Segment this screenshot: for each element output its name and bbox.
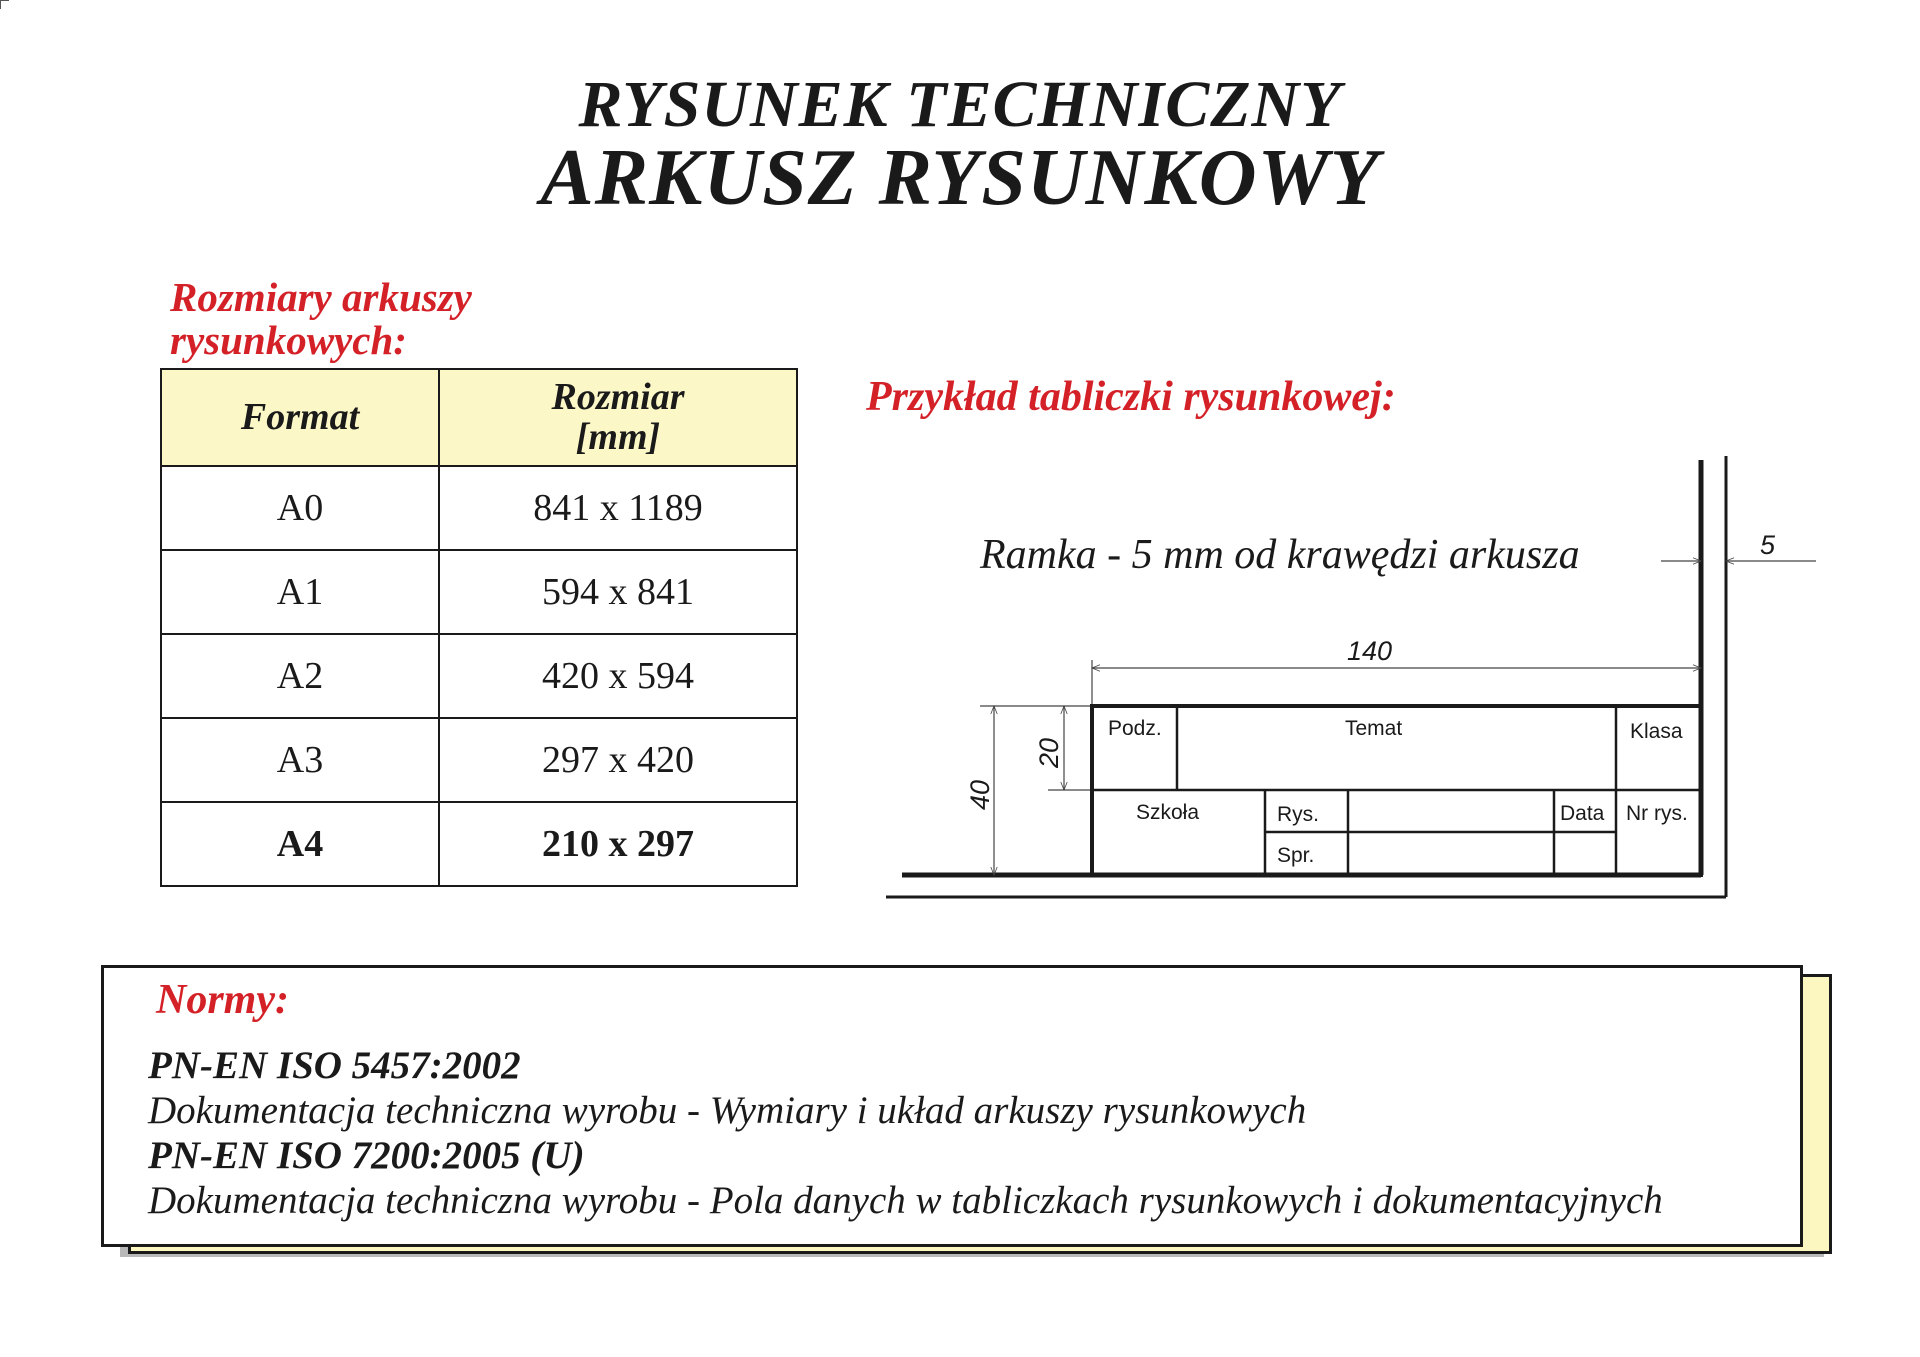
cell-data: Data: [1560, 802, 1605, 825]
title-line-1: RYSUNEK TECHNICZNY: [578, 68, 1342, 141]
drawing-frame: [902, 460, 1701, 875]
sizes-heading-line-1: Rozmiary arkuszy: [170, 274, 472, 320]
cell-podz: Podz.: [1108, 717, 1162, 740]
norm-description: Dokumentacja techniczna wyrobu - Wymiary i układ arkuszy rysunkowych: [148, 1089, 1307, 1132]
table-row: [161, 466, 797, 550]
cell-rys: Rys.: [1277, 803, 1319, 826]
dim-label-5: 5: [1760, 530, 1776, 560]
norm-code: PN-EN ISO 5457:2002: [148, 1044, 521, 1087]
dimension-height-row: [1034, 706, 1092, 790]
cell-temat: Temat: [1345, 717, 1403, 740]
table-row: [161, 550, 797, 634]
table-row-highlighted: [161, 802, 797, 886]
dimension-width: [1092, 636, 1701, 706]
sheet-edge: [886, 456, 1726, 897]
title-line-2: ARKUSZ RYSUNKOWY: [540, 134, 1380, 222]
norm-code: PN-EN ISO 7200:2005 (U): [148, 1134, 585, 1177]
cell-klasa: Klasa: [1630, 720, 1683, 743]
header-size-line-2: [mm]: [575, 415, 661, 458]
table-row: [161, 634, 797, 718]
dimension-frame-offset: [1661, 530, 1816, 561]
header-size: [439, 369, 797, 466]
cell-nr-rys: Nr rys.: [1626, 802, 1688, 825]
size-cell: 420 x 594: [439, 634, 797, 718]
title-block-grid: [1092, 706, 1701, 875]
corner-crop-mark: [0, 0, 9, 9]
sheet-sizes-table: [160, 368, 798, 887]
norm-description: Dokumentacja techniczna wyrobu - Pola danych w tabliczkach rysunkowych i dokumentacyjnych: [148, 1179, 1663, 1222]
example-heading: Przykład tabliczki rysunkowej:: [866, 374, 1396, 420]
format-cell: A1: [161, 550, 439, 634]
size-cell: 210 x 297: [439, 802, 797, 886]
dim-label-140: 140: [1347, 636, 1393, 666]
format-cell: A2: [161, 634, 439, 718]
table-row: [161, 718, 797, 802]
dimension-height-total: [965, 706, 1092, 875]
norms-heading: Normy:: [156, 977, 289, 1023]
header-format: Format: [161, 369, 439, 466]
sizes-heading-line-2: rysunkowych:: [170, 317, 407, 364]
format-cell: A3: [161, 718, 439, 802]
cell-spr: Spr.: [1277, 844, 1315, 867]
format-cell: A0: [161, 466, 439, 550]
table-header-row: [161, 369, 797, 466]
dim-label-40: 40: [965, 779, 995, 810]
frame-note: Ramka - 5 mm od krawędzi arkusza: [980, 532, 1580, 578]
dim-label-20: 20: [1034, 737, 1064, 768]
size-cell: 594 x 841: [439, 550, 797, 634]
sizes-heading: [170, 276, 472, 362]
size-cell: 297 x 420: [439, 718, 797, 802]
page-title: [0, 68, 1920, 222]
norms-list: [148, 1043, 1663, 1223]
format-cell: A4: [161, 802, 439, 886]
size-cell: 841 x 1189: [439, 466, 797, 550]
cell-szkola: Szkoła: [1136, 801, 1200, 824]
header-size-line-1: Rozmiar: [551, 375, 685, 418]
